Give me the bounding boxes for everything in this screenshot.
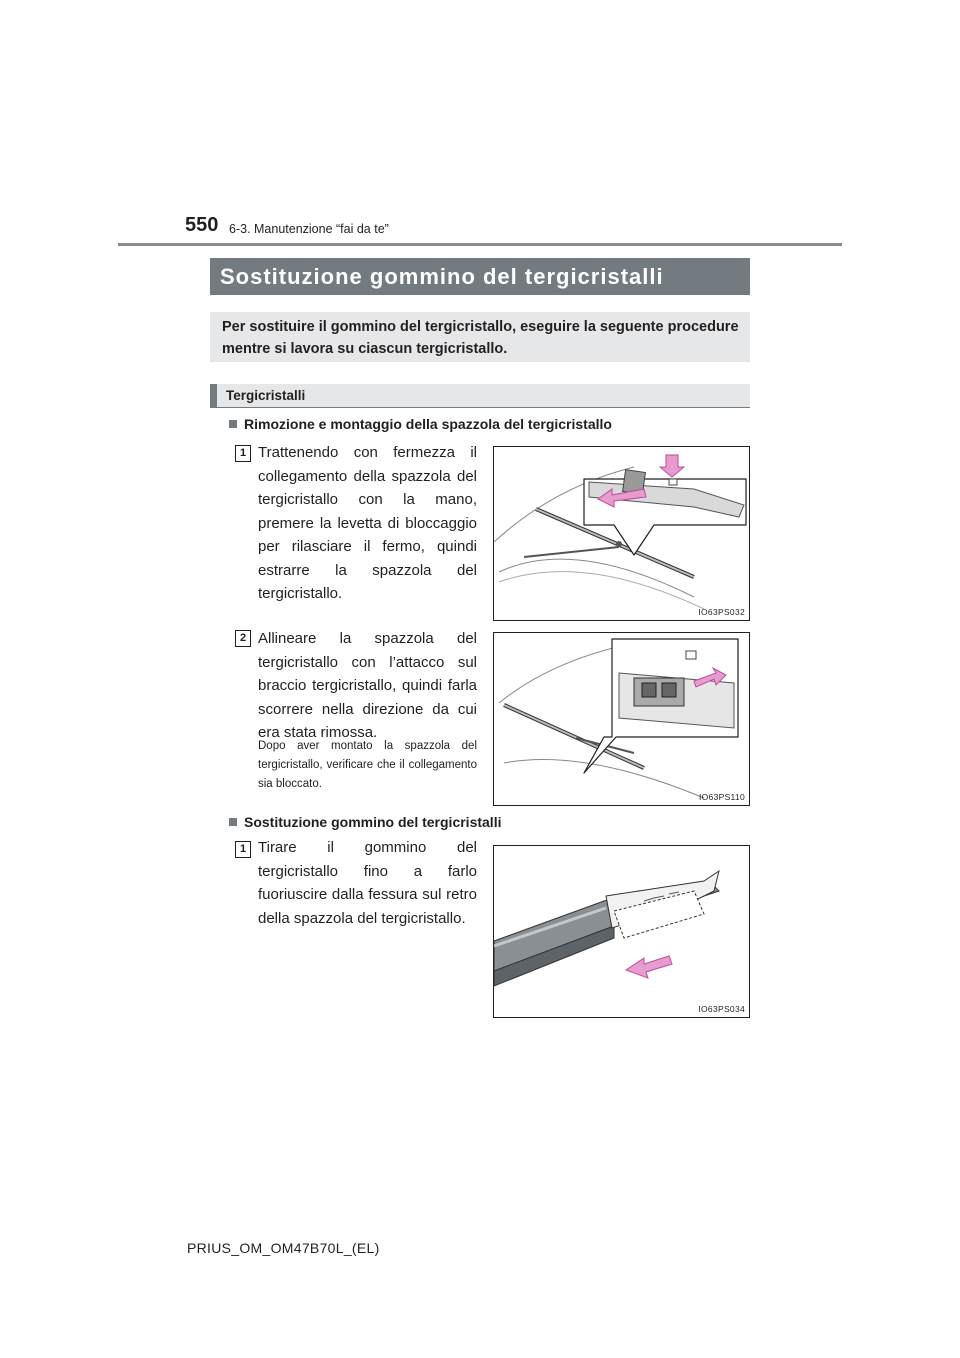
figure-wiper-removal (493, 446, 750, 621)
section-heading-removal (229, 416, 612, 432)
pull-rubber-arrow-icon (626, 956, 672, 978)
footer-doc-code: PRIUS_OM_OM47B70L_(EL) (187, 1240, 380, 1256)
wiper-install-illustration (494, 633, 749, 805)
step-text-3: Tirare il gommino del tergicristallo fino a farlo fuoriuscire dalla fessura sul retro della spazzola del tergicristallo. (258, 839, 477, 927)
step-badge-3: 1 (235, 841, 251, 858)
press-arrow-icon (660, 455, 684, 477)
step-text-1: Trattenendo con fermezza il collegamento della spazzola del tergicristallo con la mano, premere la levetta di bloccaggio per rilasciare il fermo, quindi estrarre la spazzola del tergicristallo. (258, 444, 477, 602)
section-heading-removal-text: Rimozione e montaggio della spazzola del tergicristallo (244, 416, 612, 432)
section-heading-replacement (229, 814, 501, 830)
bullet-square-icon (229, 818, 237, 826)
page-number: 550 (185, 214, 219, 236)
header-divider (118, 243, 842, 246)
page-title: Sostituzione gommino del tergicristalli (210, 258, 750, 295)
section-heading-replacement-text: Sostituzione gommino del tergicristalli (244, 814, 502, 830)
step-text-2: Allineare la spazzola del tergicristallo con l’attacco sul braccio tergicristallo, quindi farla scorrere nella direzione da cui era stata rimossa. (258, 630, 477, 741)
figure-wiper-install (493, 632, 750, 806)
figure-code: IO63PS034 (698, 1004, 745, 1014)
step-badge-1: 1 (235, 445, 251, 462)
rubber-removal-illustration (494, 846, 749, 1017)
figure-code: IO63PS110 (698, 792, 745, 802)
step-note-2: Dopo aver montato la spazzola del tergicristallo, verificare che il collegamento sia bloccato. (258, 740, 477, 790)
subheading: Tergicristalli (210, 384, 750, 408)
figure-code: IO63PS032 (698, 607, 745, 617)
wiper-removal-illustration (494, 447, 749, 620)
figure-rubber-removal (493, 845, 750, 1018)
intro-box: Per sostituire il gommino del tergicristallo, eseguire la seguente procedure mentre si lavora su ciascun tergicristallo. (210, 312, 750, 362)
bullet-square-icon (229, 420, 237, 428)
step-badge-2: 2 (235, 630, 251, 647)
section-path: 6-3. Manutenzione “fai da te” (229, 222, 389, 236)
